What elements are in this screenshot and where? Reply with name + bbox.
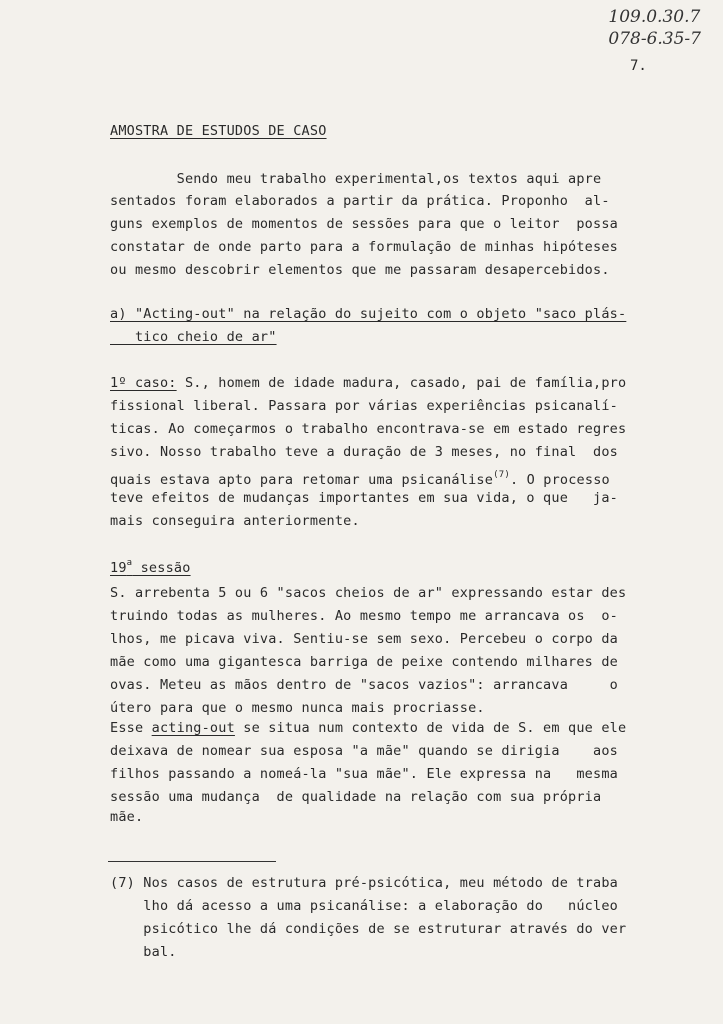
handwritten-line-2: 078-6.35-7 xyxy=(608,29,701,49)
session-line-2: truindo todas as mulheres. Ao mesmo tempo me arrancava os o- xyxy=(110,608,618,624)
session-line-5: ovas. Meteu as mãos dentro de "sacos vazios": arrancava o xyxy=(110,677,618,693)
handwritten-reference xyxy=(608,6,701,50)
case1-line-5-text: quais estava apto para retomar uma psicanálise xyxy=(110,472,494,488)
session-line-6: útero para que o mesmo nunca mais procriasse. xyxy=(110,700,485,716)
session-line-3: lhos, me picava viva. Sentiu-se sem sexo. Percebeu o corpo da xyxy=(110,631,618,647)
intro-line-4: constatar de onde parto para a formulação de minhas hipóteses xyxy=(110,239,618,255)
acting-line-3: filhos passando a nomeá-la "sua mãe". Ele expressa na mesma xyxy=(110,766,618,782)
acting-line-1 xyxy=(110,717,650,739)
session-heading xyxy=(110,552,650,579)
footnote-divider xyxy=(108,861,276,862)
footnote-line-1: (7) Nos casos de estrutura pré-psicótica, meu método de traba xyxy=(110,875,618,891)
intro-line-3: guns exemplos de momentos de sessões para que o leitor possa xyxy=(110,216,618,232)
footnote-line-4: bal. xyxy=(110,944,177,960)
section-heading: AMOSTRA DE ESTUDOS DE CASO xyxy=(110,123,327,139)
subsection-a-line-1: a) "Acting-out" na relação do sujeito com o objeto "saco plás- xyxy=(110,306,627,322)
acting-term: acting-out xyxy=(151,720,235,736)
subsection-a-line-2: tico cheio de ar" xyxy=(110,329,277,345)
case1-line-1 xyxy=(110,372,650,394)
intro-line-1: Sendo meu trabalho experimental,os textos aqui apre xyxy=(110,171,602,187)
intro-line-2: sentados foram elaborados a partir da prática. Proponho al- xyxy=(110,193,610,209)
case1-line-4: sivo. Nosso trabalho teve a duração de 3 meses, no final dos xyxy=(110,444,618,460)
acting-line-2: deixava de nomear sua esposa "a mãe" quando se dirigia aos xyxy=(110,743,618,759)
acting-line-5: mãe. xyxy=(110,809,144,825)
acting-pre: Esse xyxy=(110,720,152,736)
footnote-line-2: lho dá acesso a uma psicanálise: a elaboração do núcleo xyxy=(110,898,618,914)
case1-line-7: mais conseguira anteriormente. xyxy=(110,513,360,529)
case1-line-2: fissional liberal. Passara por várias experiências psicanalí- xyxy=(110,398,618,414)
acting-line-4: sessão uma mudança de qualidade na relação com sua própria xyxy=(110,789,602,805)
case1-line-3: ticas. Ao começarmos o trabalho encontrava-se em estado regres xyxy=(110,421,627,437)
case1-line-6: teve efeitos de mudanças importantes em sua vida, o que ja- xyxy=(110,490,618,506)
case1-line-5-tail: . O processo xyxy=(509,472,610,488)
footnote-line-3: psicótico lhe dá condições de se estruturar através do ver xyxy=(110,921,627,937)
session-line-4: mãe como uma gigantesca barriga de peixe contendo milhares de xyxy=(110,654,618,670)
case1-line-1-text: S., homem de idade madura, casado, pai de família,pro xyxy=(176,375,627,391)
page-number: 7. xyxy=(630,58,647,74)
footnote-ref: (7) xyxy=(493,470,510,480)
session-number: 19 xyxy=(110,560,127,576)
session-sup: a xyxy=(126,558,133,568)
session-word: sessão xyxy=(132,560,191,576)
intro-line-5: ou mesmo descobrir elementos que me passaram desapercebidos. xyxy=(110,262,610,278)
session-line-1: S. arrebenta 5 ou 6 "sacos cheios de ar" expressando estar des xyxy=(110,585,627,601)
acting-post: se situa num contexto de vida de S. em que ele xyxy=(234,720,627,736)
case1-label: 1º caso: xyxy=(110,375,177,391)
handwritten-line-1: 109.0.30.7 xyxy=(608,7,701,27)
